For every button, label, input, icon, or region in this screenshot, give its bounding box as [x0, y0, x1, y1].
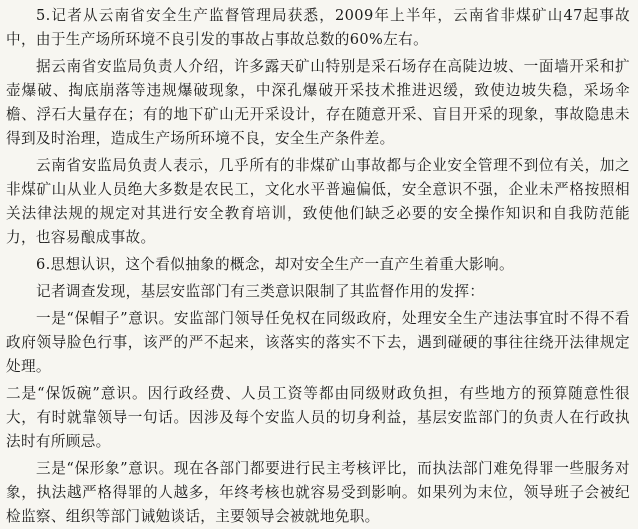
paragraph-3: 云南省安监局负责人表示，几乎所有的非煤矿山事故都与企业安全管理不到位有关，加之非煤矿山从业人员绝大多数是农民工，文化水平普遍偏低，安全意识不强，企业未严格按照相关法律法规的规定对其进行安全教育培训，致使他们缺乏必要的安全操作知识和自我防范能力，也容易酿成事故。 [6, 157, 630, 246]
paragraph-6: 一是“保帽子”意识。安监部门领导任免权在同级政府，处理安全生产违法事宜时不得不看政府领导脸色行事，该严的严不起来，该落实的落实不下去，遇到碰硬的事往往绕开法律规定处理。 [6, 310, 630, 375]
paragraph-2: 据云南省安监局负责人介绍，许多露天矿山特别是采石场存在高陡边坡、一面墙开采和扩壶爆破、掏底崩落等违规爆破现象，中深孔爆破开采技术推进迟缓，致使边坡失稳，采场伞檐、浮石大量存在；有的地下矿山无开采设计，存在随意开采、盲目开采的现象，事故隐患未得到及时治理，造成生产场所环境不良，安全生产条件差。 [6, 58, 630, 147]
paragraph-1: 5.记者从云南省安全生产监督管理局获悉，2009年上半年，云南省非煤矿山47起事故中，由于生产场所环境不良引发的事故占事故总数的60%左右。 [6, 7, 630, 48]
paragraph-5: 记者调查发现，基层安监部门有三类意识限制了其监督作用的发挥： [36, 283, 485, 300]
paragraph-7: 二是“保饭碗”意识。因行政经费、人员工资等都由同级财政负担，有些地方的预算随意性很大，有时就靠领导一句话。因涉及每个安监人员的切身利益，基层安监部门的负责人在行政执法时有所顾忌。 [6, 385, 630, 450]
paragraph-4: 6.思想认识，这个看似抽象的概念，却对安全生产一直产生着重大影响。 [36, 256, 514, 273]
paragraph-8: 三是“保形象”意识。现在各部门都要进行民主考核评比，而执法部门难免得罪一些服务对象，执法越严格得罪的人越多，年终考核也就容易受到影响。如果列为末位，领导班子会被纪检监察、组织等部门诫勉谈话，主要领导会被就地免职。 [6, 460, 630, 525]
